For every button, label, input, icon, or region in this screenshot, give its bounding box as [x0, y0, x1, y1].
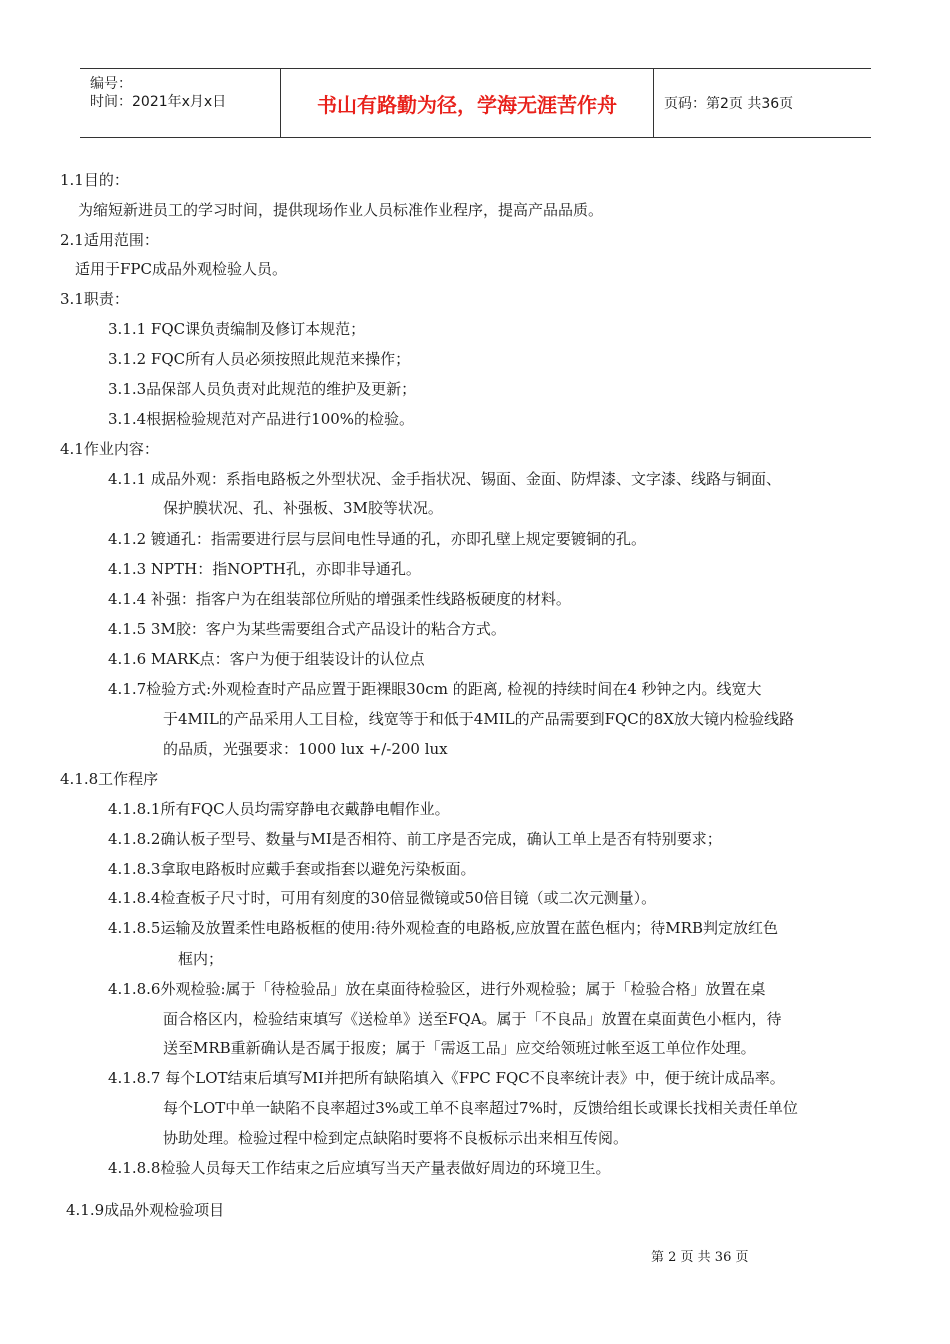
list-item: 4.1.6 MARK点：客户为便于组装设计的认位点	[108, 650, 425, 668]
header-info-cell	[80, 69, 281, 137]
list-item-continuation: 面合格区内，检验结束填写《送检单》送至FQA。属于「不良品」放置在桌面黄色小框内，待	[163, 1010, 782, 1028]
page-header	[80, 68, 871, 138]
list-item: 4.1.4 补强：指客户为在组装部位所贴的增强柔性线路板硬度的材料。	[108, 590, 571, 608]
list-item: 4.1.8.7 每个LOT结束后填写MI并把所有缺陷填入《FPC FQC不良率统计表》中，便于统计成品率。	[108, 1069, 785, 1087]
list-item-continuation: 框内；	[178, 950, 224, 968]
paragraph: 为缩短新进员工的学习时间，提供现场作业人员标准作业程序，提高产品品质。	[78, 201, 604, 219]
list-item: 3.1.1 FQC课负责编制及修订本规范；	[108, 320, 366, 338]
list-item-continuation: 每个LOT中单一缺陷不良率超过3%或工单不良率超过7%时，反馈给组长或课长找相关责任单位	[163, 1099, 798, 1117]
list-item: 4.1.1 成品外观：系指电路板之外型状况、金手指状况、锡面、金面、防焊漆、文字漆、线路与铜面、	[108, 470, 781, 488]
section-heading: 1.1目的：	[60, 171, 129, 189]
section-heading: 4.1.9成品外观检验项目	[66, 1201, 225, 1219]
list-item: 4.1.8.6外观检验:属于「待检验品」放在桌面待检验区，进行外观检验；属于「检验合格」放置在桌	[108, 980, 766, 998]
list-item-continuation: 保护膜状况、孔、补强板、3M胶等状况。	[163, 499, 443, 517]
list-item-continuation: 的品质，光强要求：1000 lux +/-200 lux	[163, 740, 448, 758]
section-heading: 4.1.8工作程序	[60, 770, 159, 788]
section-heading: 2.1适用范围：	[60, 231, 159, 249]
page-footer: 第 2 页 共 36 页	[651, 1250, 749, 1265]
header-page-info: 页码：第2页 共36页	[664, 96, 794, 112]
list-item: 4.1.2 镀通孔：指需要进行层与层间电性导通的孔，亦即孔壁上规定要镀铜的孔。	[108, 530, 646, 548]
list-item: 4.1.7检验方式:外观检查时产品应置于距裸眼30cm 的距离, 检视的持续时间在4 秒钟之内。线宽大	[108, 680, 762, 698]
section-heading: 3.1职责：	[60, 290, 129, 308]
list-item: 4.1.8.3拿取电路板时应戴手套或指套以避免污染板面。	[108, 860, 476, 878]
document-number: 编号：	[90, 76, 132, 92]
list-item-continuation: 于4MIL的产品采用人工目检，线宽等于和低于4MIL的产品需要到FQC的8X放大镜内检验线路	[163, 710, 794, 728]
list-item: 3.1.2 FQC所有人员必须按照此规范来操作；	[108, 350, 411, 368]
list-item: 4.1.5 3M胶：客户为某些需要组合式产品设计的粘合方式。	[108, 620, 506, 638]
header-motto: 书山有路勤为径，学海无涯苦作舟	[281, 69, 654, 137]
document-date: 时间：2021年x月x日	[90, 94, 227, 110]
list-item-continuation: 协助处理。检验过程中检到定点缺陷时要将不良板标示出来相互传阅。	[163, 1129, 629, 1147]
paragraph: 适用于FPC成品外观检验人员。	[75, 260, 287, 278]
list-item: 3.1.4根据检验规范对产品进行100%的检验。	[108, 410, 415, 428]
section-heading: 4.1作业内容：	[60, 440, 159, 458]
list-item: 4.1.8.1所有FQC人员均需穿静电衣戴静电帽作业。	[108, 800, 450, 818]
list-item-continuation: 送至MRB重新确认是否属于报废；属于「需返工品」应交给领班过帐至返工单位作处理。	[163, 1039, 756, 1057]
list-item: 4.1.3 NPTH：指NOPTH孔，亦即非导通孔。	[108, 560, 421, 578]
list-item: 3.1.3品保部人员负责对此规范的维护及更新；	[108, 380, 417, 398]
list-item: 4.1.8.8检验人员每天工作结束之后应填写当天产量表做好周边的环境卫生。	[108, 1159, 611, 1177]
list-item: 4.1.8.4检查板子尺寸时，可用有刻度的30倍显微镜或50倍目镜（或二次元测量）。	[108, 889, 657, 907]
list-item: 4.1.8.2确认板子型号、数量与MI是否相符、前工序是否完成，确认工单上是否有特别要求；	[108, 830, 722, 848]
list-item: 4.1.8.5运输及放置柔性电路板框的使用:待外观检查的电路板,应放置在蓝色框内；待MRB判定放红色	[108, 919, 778, 937]
